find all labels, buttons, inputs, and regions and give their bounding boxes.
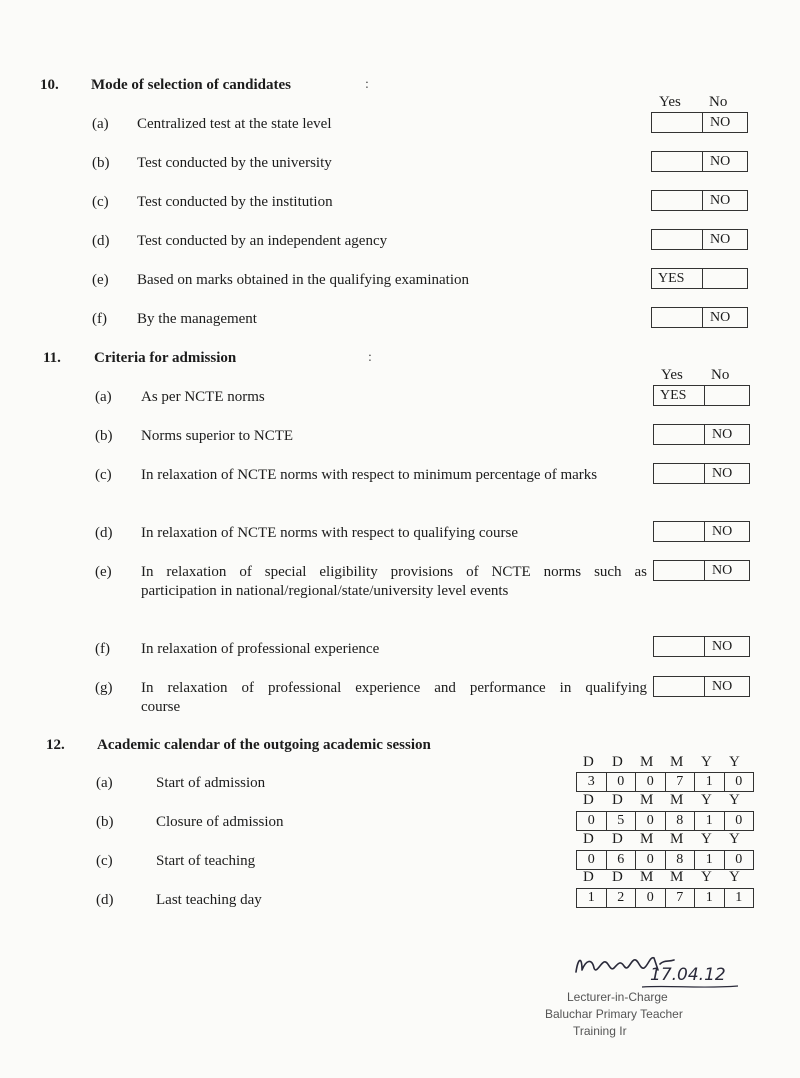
date-digit: 1 (735, 890, 743, 905)
year-header: Y (701, 831, 712, 847)
item-letter: (b) (96, 814, 114, 830)
item-text: Based on marks obtained in the qualifying examination (137, 272, 470, 288)
date-digit: 0 (577, 851, 607, 869)
year-header: Y (729, 831, 740, 847)
day-header: D (583, 831, 594, 847)
item-text: In relaxation of NCTE norms with respect to qualifying course (141, 525, 518, 541)
item-letter: (d) (96, 892, 114, 908)
month-header: M (640, 754, 654, 770)
stamp-line-2: Baluchar Primary Teacher (545, 1007, 683, 1021)
section-10-title: Mode of selection of candidates (91, 77, 291, 93)
day-header: D (612, 869, 623, 885)
yes-no-answer-box[interactable] (653, 560, 750, 581)
no-answer: NO (710, 154, 731, 169)
no-answer: NO (712, 639, 733, 654)
item-text: Test conducted by the institution (137, 194, 333, 210)
no-answer: NO (710, 310, 731, 325)
section-11-title: Criteria for admission (94, 350, 237, 366)
no-answer: NO (710, 193, 731, 208)
item-letter: (a) (92, 116, 109, 132)
no-answer: NO (712, 466, 733, 481)
item-letter: (c) (92, 194, 109, 210)
date-digit: 0 (636, 773, 666, 791)
item-letter: (a) (95, 389, 112, 405)
month-header: M (640, 792, 654, 808)
yes-no-answer-box[interactable] (653, 636, 750, 657)
item-text: Centralized test at the state level (137, 116, 332, 132)
item-text: Test conducted by the university (137, 155, 332, 171)
date-digit: 0 (577, 812, 607, 830)
date-digit: 6 (607, 851, 637, 869)
day-header: D (583, 792, 594, 808)
date-digit: 8 (666, 812, 696, 830)
date-digit: 0 (735, 774, 743, 789)
date-entry-grid[interactable] (576, 772, 754, 792)
yes-no-answer-box[interactable] (651, 268, 748, 289)
date-entry-grid[interactable] (576, 811, 754, 831)
section-10-yes-header: Yes (659, 94, 681, 110)
date-entry-grid[interactable] (576, 888, 754, 908)
day-header: D (612, 754, 623, 770)
section-12-number: 12. (46, 737, 65, 753)
yes-no-answer-box[interactable] (651, 151, 748, 172)
item-letter: (e) (95, 564, 112, 580)
no-answer: NO (712, 563, 733, 578)
item-text: Start of admission (156, 775, 266, 791)
item-letter: (d) (92, 233, 110, 249)
month-header: M (640, 869, 654, 885)
section-11-number: 11. (43, 350, 61, 366)
section-11-no-header: No (711, 367, 730, 383)
date-digit: 3 (577, 773, 607, 791)
item-text: Start of teaching (156, 853, 256, 869)
yes-no-answer-box[interactable] (653, 463, 750, 484)
date-digit: 1 (695, 851, 725, 869)
no-answer: NO (710, 232, 731, 247)
date-digit: 1 (695, 773, 725, 791)
section-10-no-header: No (709, 94, 728, 110)
year-header: Y (701, 792, 712, 808)
date-digit: 1 (695, 889, 725, 907)
item-letter: (a) (96, 775, 113, 791)
item-text: As per NCTE norms (141, 389, 265, 405)
date-digit: 0 (735, 813, 743, 828)
item-text: In relaxation of special eligibility provisions of NCTE norms such as (141, 564, 647, 580)
day-header: D (612, 792, 623, 808)
date-digit: 1 (577, 889, 607, 907)
signature-date: 17.04.12 (650, 965, 726, 985)
item-text: In relaxation of NCTE norms with respect to minimum percentage of marks (141, 467, 598, 483)
item-letter: (g) (95, 680, 113, 696)
no-answer: NO (712, 524, 733, 539)
item-letter: (c) (95, 467, 112, 483)
date-digit: 0 (636, 851, 666, 869)
yes-answer: YES (658, 271, 685, 286)
item-letter: (c) (96, 853, 113, 869)
no-answer: NO (712, 679, 733, 694)
year-header: Y (701, 754, 712, 770)
date-digit: 0 (607, 773, 637, 791)
item-text: Last teaching day (156, 892, 262, 908)
month-header: M (670, 831, 684, 847)
item-text: Closure of admission (156, 814, 284, 830)
year-header: Y (729, 792, 740, 808)
item-letter: (b) (95, 428, 113, 444)
date-digit: 5 (607, 812, 637, 830)
date-digit: 0 (735, 852, 743, 867)
section-10-colon: : (365, 77, 369, 92)
yes-no-answer-box[interactable] (651, 190, 748, 211)
date-digit: 2 (607, 889, 637, 907)
item-letter: (e) (92, 272, 109, 288)
year-header: Y (729, 869, 740, 885)
item-text: By the management (137, 311, 257, 327)
day-header: D (583, 869, 594, 885)
date-digit: 7 (666, 889, 696, 907)
item-text-continued: participation in national/regional/state/university level events (141, 583, 509, 599)
yes-no-answer-box[interactable] (651, 112, 748, 133)
section-11-colon: : (368, 350, 372, 365)
item-letter: (d) (95, 525, 113, 541)
day-header: D (583, 754, 594, 770)
yes-no-answer-box[interactable] (651, 229, 748, 250)
item-letter: (b) (92, 155, 110, 171)
section-12-title: Academic calendar of the outgoing academic session (97, 737, 431, 753)
no-answer: NO (710, 115, 731, 130)
month-header: M (670, 754, 684, 770)
date-entry-grid[interactable] (576, 850, 754, 870)
date-digit: 7 (666, 773, 696, 791)
section-10-number: 10. (40, 77, 59, 93)
stamp-line-1: Lecturer-in-Charge (567, 990, 668, 1004)
yes-answer: YES (660, 388, 687, 403)
item-text: Norms superior to NCTE (141, 428, 294, 444)
month-header: M (670, 792, 684, 808)
date-digit: 8 (666, 851, 696, 869)
month-header: M (640, 831, 654, 847)
item-letter: (f) (92, 311, 107, 327)
item-text-continued: course (141, 699, 181, 715)
yes-no-answer-box[interactable] (653, 424, 750, 445)
item-text: Test conducted by an independent agency (137, 233, 388, 249)
yes-no-answer-box[interactable] (653, 521, 750, 542)
year-header: Y (701, 869, 712, 885)
yes-no-answer-box[interactable] (653, 385, 750, 406)
stamp-line-3: Training Ir (573, 1024, 627, 1038)
item-text: In relaxation of professional experience (141, 641, 380, 657)
date-digit: 1 (695, 812, 725, 830)
section-11-yes-header: Yes (661, 367, 683, 383)
date-digit: 0 (636, 812, 666, 830)
yes-no-answer-box[interactable] (653, 676, 750, 697)
year-header: Y (729, 754, 740, 770)
date-digit: 0 (636, 889, 666, 907)
no-answer: NO (712, 427, 733, 442)
item-letter: (f) (95, 641, 110, 657)
yes-no-answer-box[interactable] (651, 307, 748, 328)
item-text: In relaxation of professional experience and performance in qualifying (141, 680, 647, 696)
day-header: D (612, 831, 623, 847)
month-header: M (670, 869, 684, 885)
